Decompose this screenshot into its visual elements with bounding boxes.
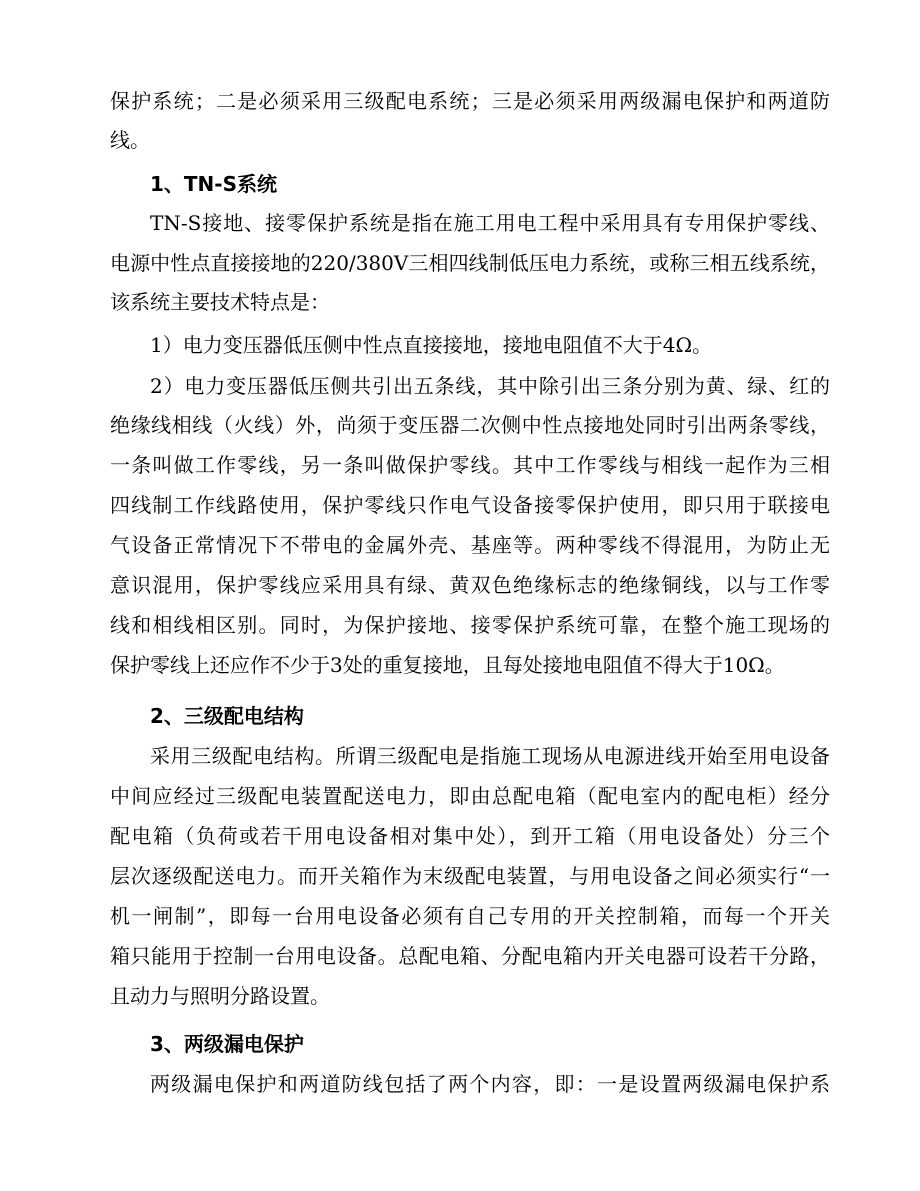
section-heading-two-level: 3、两级漏电保护 bbox=[150, 1032, 304, 1056]
text-line: 且动力与照明分路设置。 bbox=[110, 984, 330, 1008]
text-line: 两级漏电保护和两道防线包括了两个内容，即：一是设置两级漏电保护系 bbox=[150, 1072, 830, 1096]
text-line: 层次逐级配送电力。而开关箱作为末级配电装置，与用电设备之间必须实行“一 bbox=[110, 864, 830, 888]
text-line: 保护系统；二是必须采用三级配电系统；三是必须采用两级漏电保护和两道防 bbox=[110, 89, 830, 113]
text-line: TN-S接地、接零保护系统是指在施工用电工程中采用具有专用保护零线、 bbox=[150, 211, 830, 235]
text-line: 机一闸制”，即每一台用电设备必须有自己专用的开关控制箱，而每一个开关 bbox=[110, 904, 830, 928]
text-line: 四线制工作线路使用，保护零线只作电气设备接零保护使用，即只用于联接电 bbox=[110, 493, 830, 517]
text-line: 配电箱（负荷或若干用电设备相对集中处），到开工箱（用电设备处）分三个 bbox=[110, 824, 830, 848]
text-line: 中间应经过三级配电装置配送电力，即由总配电箱（配电室内的配电柜）经分 bbox=[110, 784, 830, 808]
text-line: 箱只能用于控制一台用电设备。总配电箱、分配电箱内开关电器可设若干分路， bbox=[110, 944, 830, 968]
text-line: 意识混用，保护零线应采用具有绿、黄双色绝缘标志的绝缘铜线，以与工作零 bbox=[110, 573, 830, 597]
text-line: 保护零线上还应作不少于3处的重复接地，且每处接地电阻值不得大于10Ω。 bbox=[110, 653, 785, 677]
list-item: 1）电力变压器低压侧中性点直接接地，接地电阻值不大于4Ω。 bbox=[150, 333, 713, 357]
section-heading-three-level: 2、三级配电结构 bbox=[150, 704, 304, 728]
text-line: 该系统主要技术特点是： bbox=[110, 290, 330, 314]
text-line: 电源中性点直接接地的220/380V三相四线制低压电力系统，或称三相五线系统， bbox=[110, 251, 830, 275]
text-line: 线和相线相区别。同时，为保护接地、接零保护系统可靠，在整个施工现场的 bbox=[110, 613, 830, 637]
text-line: 绝缘线相线（火线）外，尚须于变压器二次侧中性点接地处同时引出两条零线， bbox=[110, 413, 830, 437]
text-line: 气设备正常情况下不带电的金属外壳、基座等。两种零线不得混用，为防止无 bbox=[110, 533, 830, 557]
section-heading-tn-s: 1、TN-S系统 bbox=[150, 172, 278, 196]
text-line: 一条叫做工作零线，另一条叫做保护零线。其中工作零线与相线一起作为三相 bbox=[110, 453, 830, 477]
list-item: 2）电力变压器低压侧共引出五条线，其中除引出三条分别为黄、绿、红的 bbox=[150, 374, 830, 398]
text-line: 线。 bbox=[110, 128, 150, 152]
text-line: 采用三级配电结构。所谓三级配电是指施工现场从电源进线开始至用电设备 bbox=[150, 744, 830, 768]
